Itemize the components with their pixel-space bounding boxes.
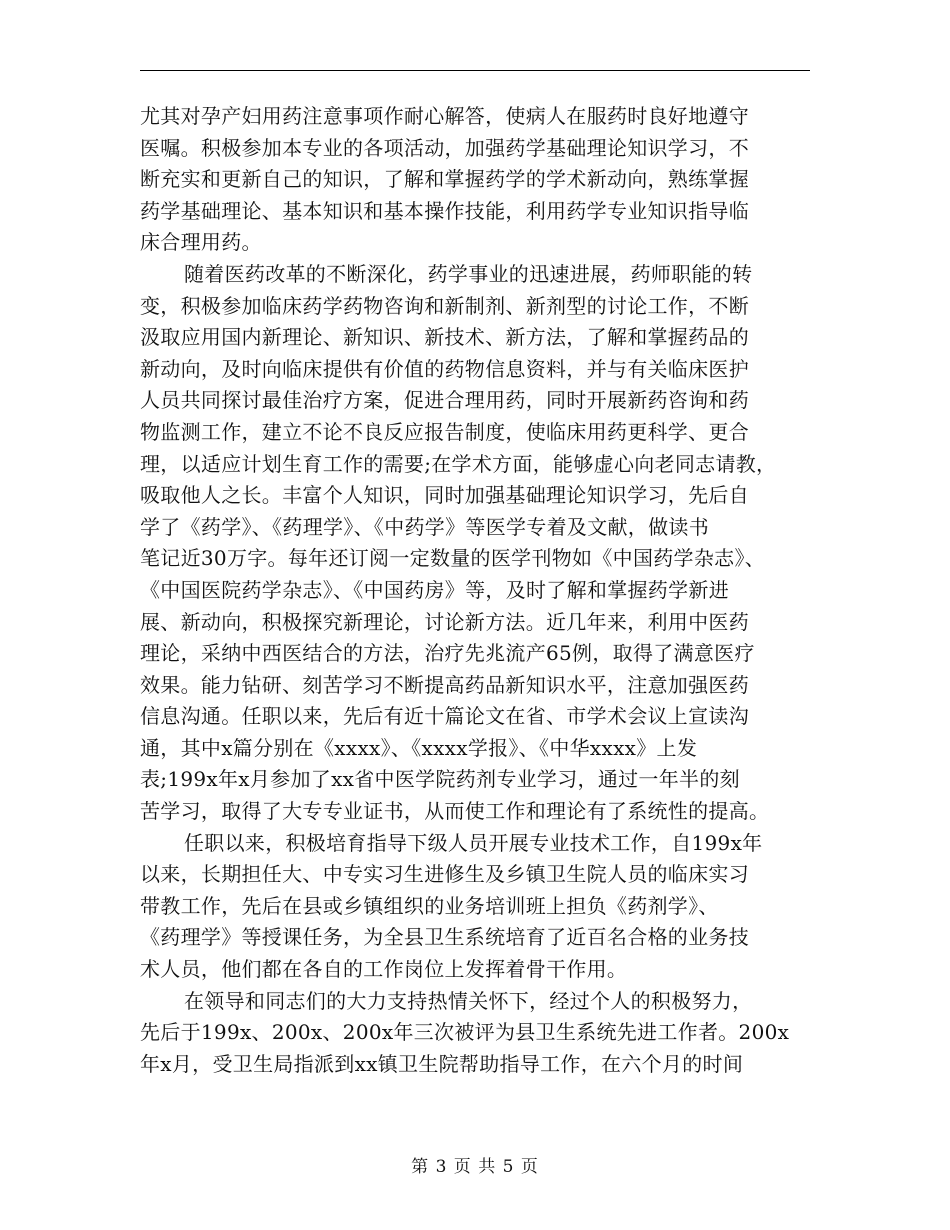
text-line: 表;199x年x月参加了xx省中医学院药剂专业学习，通过一年半的刻: [140, 767, 740, 792]
text-line: 效果。能力钻研、刻苦学习不断提高药品新知识水平，注意加强医药: [140, 672, 749, 697]
header-rule: [140, 70, 810, 71]
text-line: 随着医药改革的不断深化，药学事业的迅速进展，药师职能的转: [184, 261, 753, 286]
text-line: 展、新动向，积极探究新理论，讨论新方法。近几年来，利用中医药: [140, 609, 749, 634]
text-line: 笔记近30万字。每年还订阅一定数量的医学刊物如《中国药学杂志》、: [140, 546, 766, 571]
text-line: 术人员，他们都在各自的工作岗位上发挥着骨干作用。: [140, 957, 628, 982]
text-line: 理论，采纳中西医结合的方法，治疗先兆流产65例，取得了满意医疗: [140, 641, 755, 666]
text-line: 人员共同探讨最佳治疗方案，促进合理用药，同时开展新药咨询和药: [140, 388, 749, 413]
document-body: [140, 101, 830, 1080]
text-line: 断充实和更新自己的知识，了解和掌握药学的学术新动向，熟练掌握: [140, 167, 749, 192]
text-line: 物监测工作，建立不论不良反应报告制度，使临床用药更科学、更合: [140, 419, 749, 444]
text-line: 先后于199x、200x、200x年三次被评为县卫生系统先进工作者。200x: [140, 1020, 790, 1045]
text-line: 医嘱。积极参加本专业的各项活动，加强药学基础理论知识学习，不: [140, 135, 749, 160]
text-line: 尤其对孕产妇用药注意事项作耐心解答，使病人在服药时良好地遵守: [140, 104, 749, 128]
text-line: 床合理用药。: [140, 230, 262, 255]
text-line: 《中国医院药学杂志》、《中国药房》等，及时了解和掌握药学新进: [140, 577, 729, 602]
text-line: 新动向，及时向临床提供有价值的药物信息资料，并与有关临床医护: [140, 356, 749, 381]
text-line: 药学基础理论、基本知识和基本操作技能，利用药学专业知识指导临: [140, 198, 749, 223]
text-line: 苦学习，取得了大专专业证书，从而使工作和理论有了系统性的提高。: [140, 799, 770, 824]
text-line: 《药理学》等授课任务，为全县卫生系统培育了近百名合格的业务技: [140, 925, 749, 950]
text-line: 信息沟通。任职以来，先后有近十篇论文在省、市学术会议上宣读沟: [140, 704, 749, 729]
text-line: 以来，长期担任大、中专实习生进修生及乡镇卫生院人员的临床实习: [140, 862, 749, 887]
text-line: 吸取他人之长。丰富个人知识，同时加强基础理论知识学习，先后自: [140, 483, 749, 508]
text-line: 汲取应用国内新理论、新知识、新技术、新方法，了解和掌握药品的: [140, 325, 749, 350]
page-number-footer: 第 3 页 共 5 页: [411, 1157, 539, 1177]
text-line: 通，其中x篇分别在《xxxx》、《xxxx学报》、《中华xxxx》上发: [140, 735, 698, 760]
text-line: 学了《药学》、《药理学》、《中药学》等医学专着及文献，做读书: [140, 514, 709, 539]
text-line: 变，积极参加临床药学药物咨询和新制剂、新剂型的讨论工作，不断: [140, 293, 749, 318]
text-line: 在领导和同志们的大力支持热情关怀下，经过个人的积极努力，: [184, 988, 753, 1013]
text-line: 年x月，受卫生局指派到xx镇卫生院帮助指导工作，在六个月的时间: [140, 1051, 744, 1076]
text-line: 带教工作，先后在县或乡镇组织的业务培训班上担负《药剂学》、: [140, 893, 719, 918]
text-line: 理，以适应计划生育工作的需要;在学术方面，能够虚心向老同志请教，: [140, 451, 777, 476]
text-line: 任职以来，积极培育指导下级人员开展专业技术工作，自199x年: [184, 830, 763, 855]
